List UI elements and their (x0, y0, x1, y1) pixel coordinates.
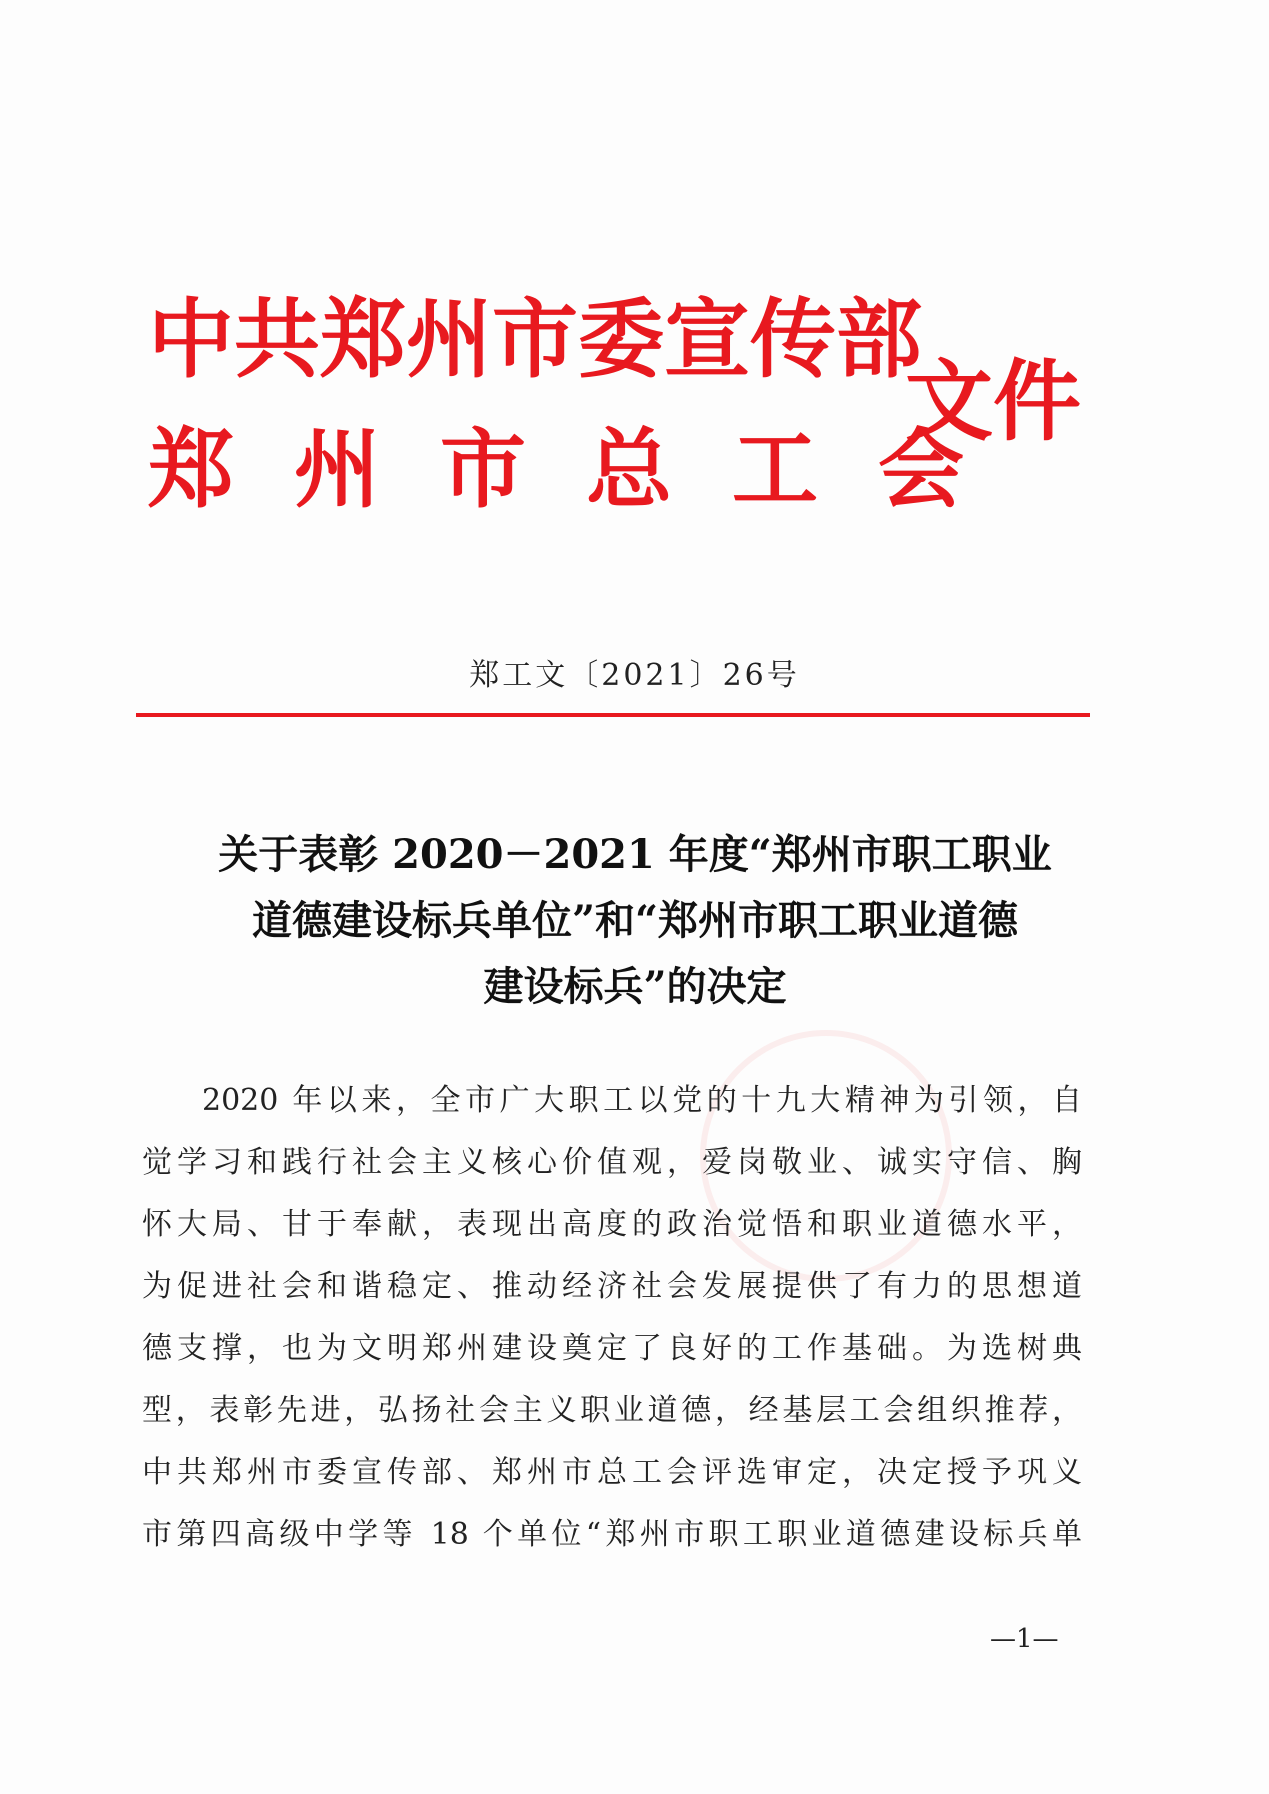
document-number: 郑工文〔2021〕26号 (469, 658, 800, 693)
body-paragraph (142, 1070, 1082, 1566)
body-line: 为促进社会和谐稳定、推动经济社会发展提供了有力的思想道 (142, 1269, 1082, 1304)
body-line: 2020 年以来，全市广大职工以党的十九大精神为引领，自 (202, 1083, 1082, 1118)
title-line: 道德建设标兵单位”和“郑州市职工职业道德 (251, 897, 1018, 944)
document-title (120, 822, 1150, 1020)
body-line: 怀大局、甘于奉献，表现出高度的政治觉悟和职业道德水平， (142, 1207, 1082, 1242)
letterhead-issuer-2: 郑州市总工会 (148, 420, 1024, 520)
body-line: 市第四高级中学等 18 个单位“郑州市职工职业道德建设标兵单 (142, 1517, 1082, 1552)
title-line: 关于表彰 2020－2021 年度“郑州市职工职业 (218, 831, 1052, 878)
page-number: —1— (990, 1624, 1059, 1654)
letterhead-suffix: 文件 (905, 350, 1082, 453)
body-line: 型，表彰先进，弘扬社会主义职业道德，经基层工会组织推荐， (142, 1393, 1082, 1428)
body-line: 德支撑，也为文明郑州建设奠定了良好的工作基础。为选树典 (142, 1331, 1082, 1366)
title-line: 建设标兵”的决定 (483, 963, 787, 1010)
red-divider-line (136, 713, 1090, 717)
letterhead-issuer-1: 中共郑州市委宣传部 (148, 290, 922, 390)
body-line: 觉学习和践行社会主义核心价值观，爱岗敬业、诚实守信、胸 (142, 1145, 1082, 1180)
body-line: 中共郑州市委宣传部、郑州市总工会评选审定，决定授予巩义 (142, 1455, 1082, 1490)
